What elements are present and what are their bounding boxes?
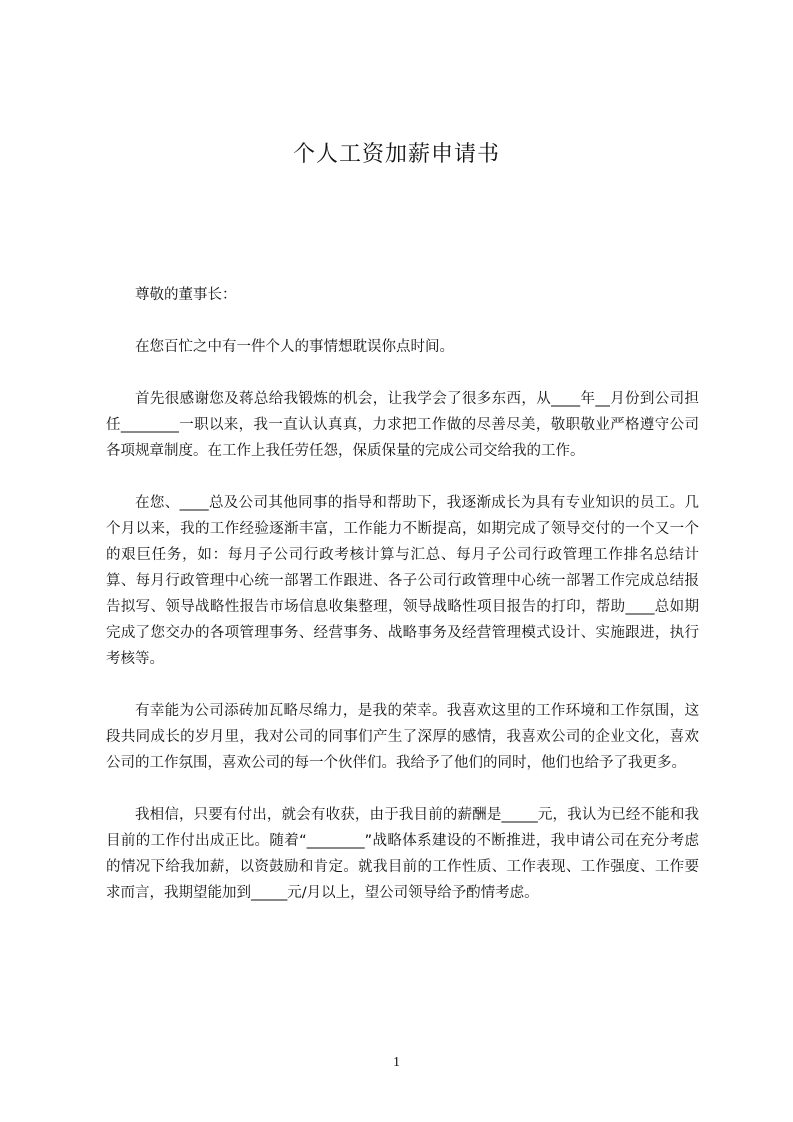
page-number: 1 xyxy=(393,1055,400,1070)
paragraph-5: 我相信，只要有付出，就会有收获，由于我目前的薪酬是_____元，我认为已经不能和我目前的工作付出成正比。随着“________”战略体系建设的不断推进，我申请公司在充分考虑的情况下给我加薪，以资鼓励和肯定。就我目前的工作性质、工作表现、工作强度、工作要求而言，我期望能加到_____元/月以上，望公司领导给予酌情考虑。 xyxy=(106,807,699,901)
salutation: 尊敬的董事长： xyxy=(135,287,237,303)
paragraph-1: 在您百忙之中有一件个人的事情想耽误你点时间。 xyxy=(135,339,454,355)
letter-body xyxy=(106,282,699,932)
paragraph-4: 有幸能为公司添砖加瓦略尽绵力，是我的荣幸。我喜欢这里的工作环境和工作氛围，这段共同成长的岁月里，我对公司的同事们产生了深厚的感情，我喜欢公司的企业文化，喜欢公司的工作氛围，喜欢公司的每一个伙伴们。我给予了他们的同时，他们也给予了我更多。 xyxy=(106,703,699,771)
paragraph-2: 首先很感谢您及蒋总给我锻炼的机会，让我学会了很多东西，从____年__月份到公司担任________一职以来，我一直认认真真，力求把工作做的尽善尽美，敬职敬业严格遵守公司各项规章制度。在工作上我任劳任怨，保质保量的完成公司交给我的工作。 xyxy=(106,391,699,459)
paragraph-3: 在您、____总及公司其他同事的指导和帮助下，我逐渐成长为具有专业知识的员工。几个月以来，我的工作经验逐渐丰富，工作能力不断提高，如期完成了领导交付的一个又一个的艰巨任务，如：每月子公司行政考核计算与汇总、每月子公司行政管理工作排名总结计算、每月行政管理中心统一部署工作跟进、各子公司行政管理中心统一部署工作完成总结报告拟写、领导战略性报告市场信息收集整理，领导战略性项目报告的打印，帮助____总如期完成了您交办的各项管理事务、经营事务、战略事务及经营管理模式设计、实施跟进，执行考核等。 xyxy=(106,495,699,667)
document-title: 个人工资加薪申请书 xyxy=(292,142,500,167)
